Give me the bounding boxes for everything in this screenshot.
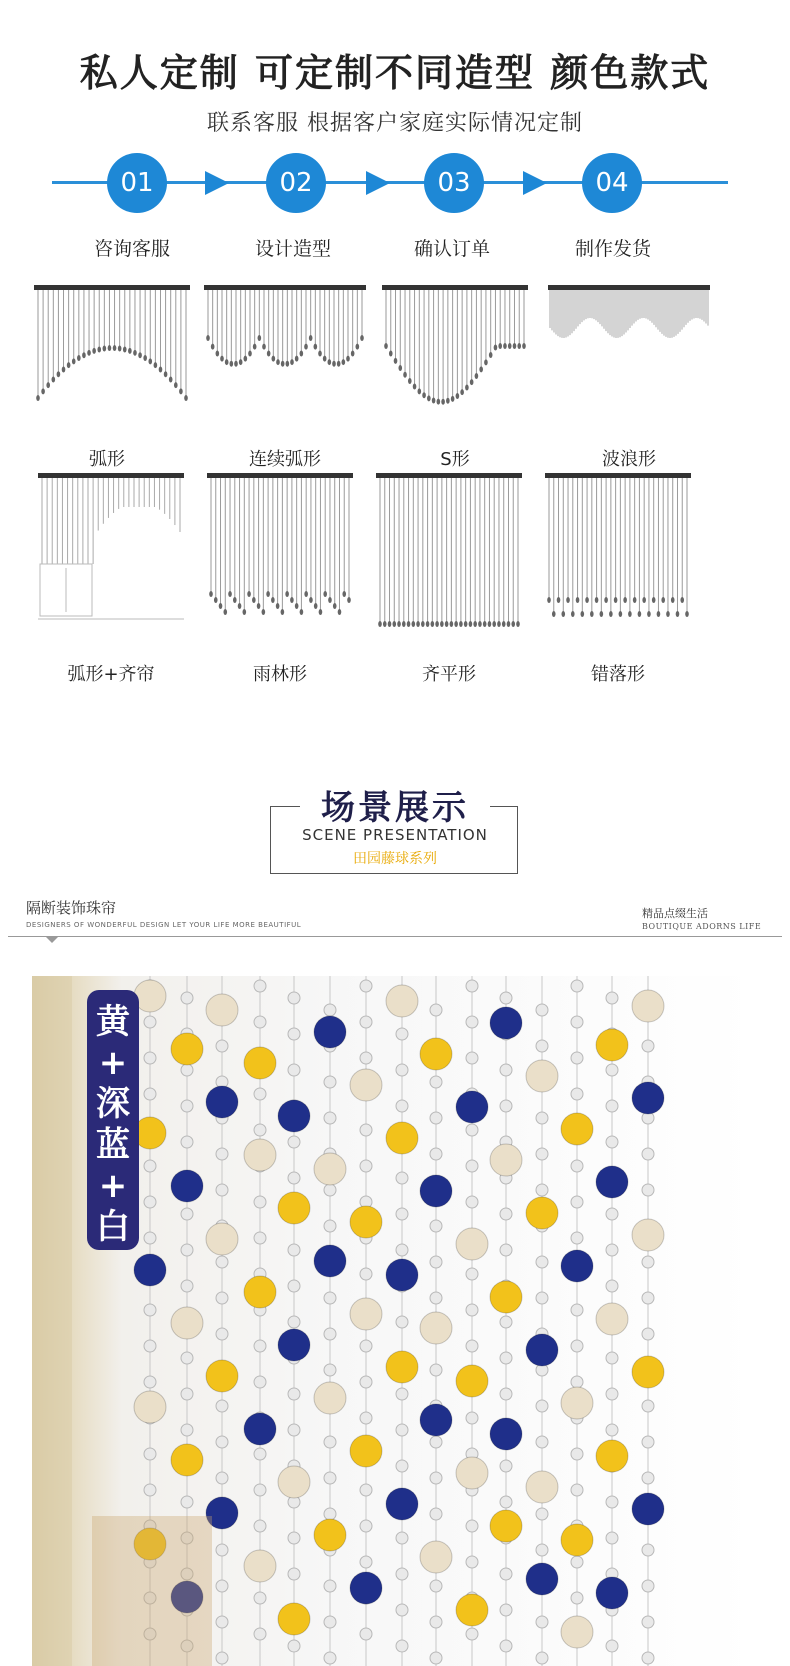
wave-curtain-icon: [546, 284, 712, 354]
step-4-label: 制作发货: [574, 238, 651, 260]
step-2-badge: 02: [266, 153, 326, 213]
arc-curtain-icon: [32, 284, 192, 414]
arrow-right-icon: [523, 171, 547, 195]
staggered-curtain-icon: [543, 472, 693, 632]
style-label-arc-straight: 弧形+齐帘: [67, 664, 155, 685]
arc-straight-curtain-icon: [36, 472, 186, 632]
style-label-rainforest: 雨林形: [253, 664, 307, 685]
style-label-staggered: 错落形: [591, 664, 645, 685]
step-4-badge: 04: [582, 153, 642, 213]
page-title: 私人定制 可定制不同造型 颜色款式: [79, 51, 711, 95]
style-label-multi-arc: 连续弧形: [249, 449, 321, 470]
step-3-label: 确认订单: [413, 238, 490, 260]
style-label-arc: 弧形: [89, 449, 125, 470]
section-slogan-en: BOUTIQUE ADORNS LIFE: [642, 922, 762, 931]
scene-title: 场景展示: [321, 788, 469, 828]
section-slogan: 精品点缀生活: [642, 907, 708, 920]
color-tag-label: 黄 + 深 蓝 + 白: [96, 1002, 130, 1247]
style-label-wave: 波浪形: [602, 449, 656, 470]
flat-curtain-icon: [374, 472, 524, 632]
page-subtitle: 联系客服 根据客户家庭实际情况定制: [207, 111, 583, 136]
bead-curtain-illustration: [32, 976, 756, 1666]
style-label-s-shape: S形: [440, 449, 470, 470]
style-label-flat: 齐平形: [422, 664, 476, 685]
s-shape-curtain-icon: [380, 284, 530, 414]
rainforest-curtain-icon: [205, 472, 355, 632]
scene-series: 田园藤球系列: [353, 851, 437, 867]
step-3-badge: 03: [424, 153, 484, 213]
divider-notch-icon: [46, 937, 58, 943]
section-tagline: DESIGNERS OF WONDERFUL DESIGN LET YOUR LIFE MORE BEAUTIFUL: [26, 921, 302, 929]
section-title: 隔断装饰珠帘: [26, 899, 117, 917]
arrow-right-icon: [366, 171, 390, 195]
scene-subtitle: SCENE PRESENTATION: [302, 826, 488, 844]
section-divider: [8, 936, 782, 937]
step-1-badge: 01: [107, 153, 167, 213]
multi-arc-curtain-icon: [202, 284, 368, 384]
arrow-right-icon: [205, 171, 229, 195]
product-photo: [32, 976, 756, 1666]
step-1-label: 咨询客服: [93, 238, 170, 260]
step-2-label: 设计造型: [254, 238, 331, 260]
